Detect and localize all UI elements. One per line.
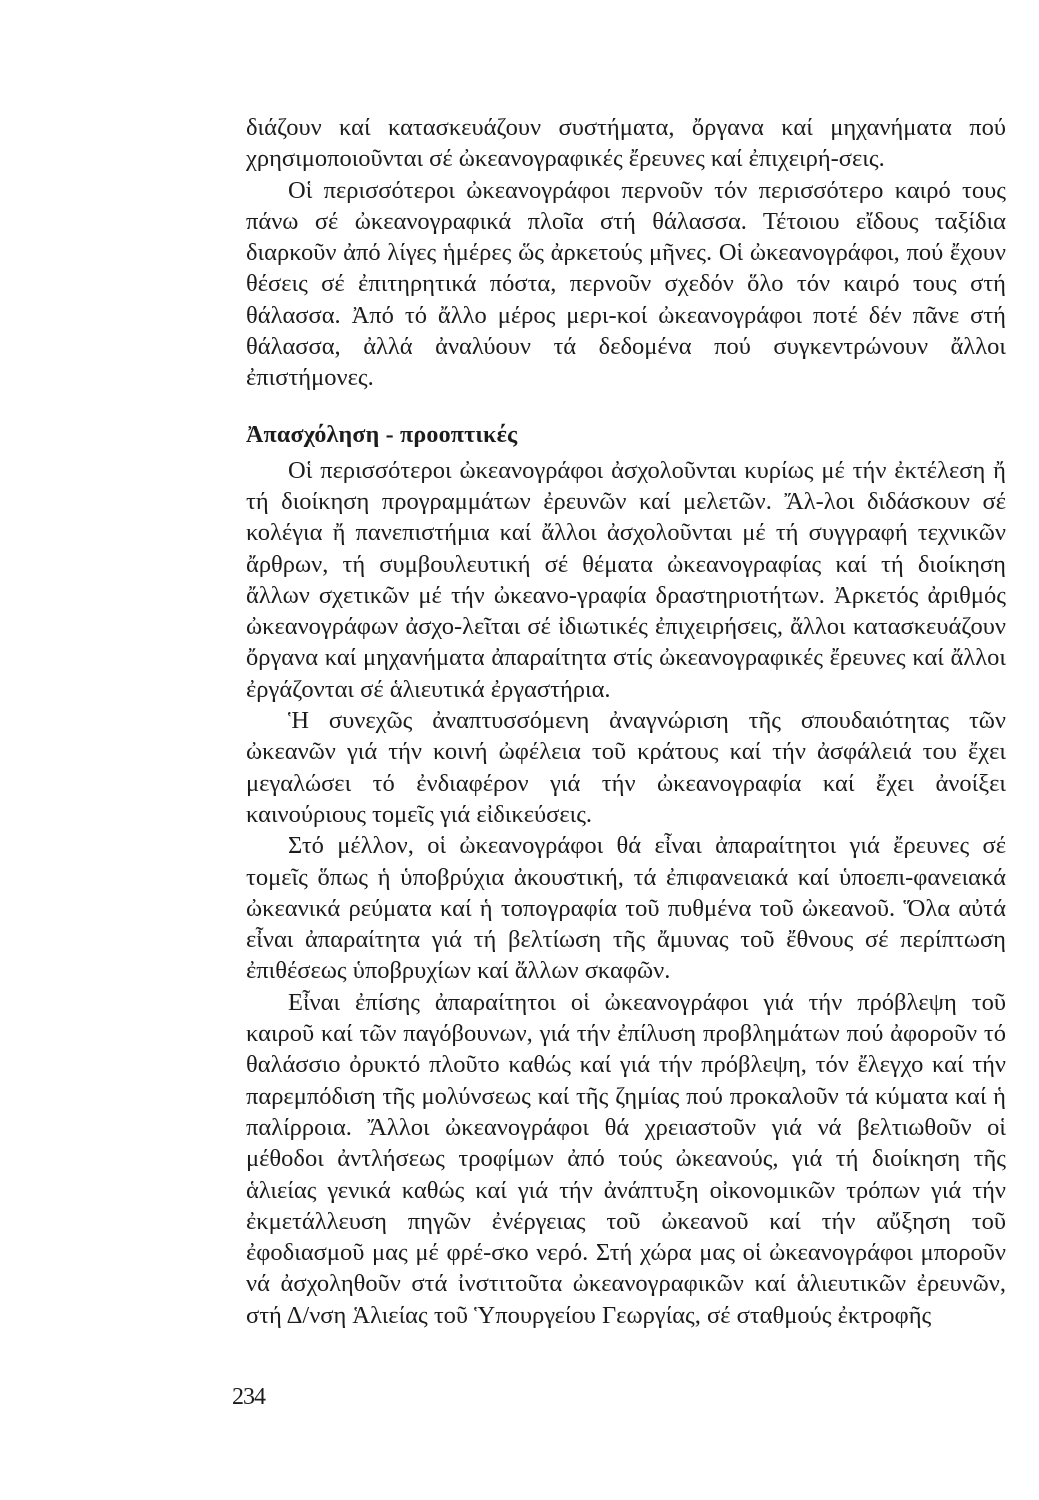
page-number: 234: [232, 1384, 265, 1410]
paragraph: Εἶναι ἐπίσης ἀπαραίτητοι οἱ ὠκεανογράφοι γιά τήν πρόβλεψη τοῦ καιροῦ καί τῶν παγόβουνων, γιά τήν ἐπίλυση προβλημάτων πού ἀφοροῦν τό θαλάσσιο ὀρυκτό πλοῦτο καθώς καί γιά τήν πρόβλεψη, τόν ἔλεγχο καί τήν παρεμπόδιση τῆς μολύνσεως καί τῆς ζημίας πού προκαλοῦν τά κύματα καί ἡ παλίρροια. Ἄλλοι ὠκεανογράφοι θά χρειαστοῦν γιά νά βελτιωθοῦν οἱ μέθοδοι ἀντλήσεως τροφίμων ἀπό τούς ὠκεανούς, γιά τή διοίκηση τῆς ἁλιείας γενικά καθώς καί γιά τήν ἀνάπτυξη οἰκονομικῶν τρόπων γιά τήν ἐκμετάλλευση πηγῶν ἐνέργειας τοῦ ὠκεανοῦ καί τήν αὔξηση τοῦ ἐφοδιασμοῦ μας μέ φρέ-σκο νερό. Στή χώρα μας οἱ ὠκεανογράφοι μποροῦν νά ἀσχοληθοῦν στά ἰνστιτοῦτα ὠκεανογραφικῶν καί ἁλιευτικῶν ἐρευνῶν, στή Δ/νση Ἁλιείας τοῦ Ὑπουργείου Γεωργίας, σέ σταθμούς ἐκτροφῆς: [246, 988, 1006, 1329]
paragraph: Ἡ συνεχῶς ἀναπτυσσόμενη ἀναγνώριση τῆς σπουδαιότητας τῶν ὠκεανῶν γιά τήν κοινή ὠφέλεια τοῦ κράτους καί τήν ἀσφάλειά του ἔχει μεγαλώσει τό ἐνδιαφέρον γιά τήν ὠκεανογραφία καί ἔχει ἀνοίξει καινούριους τομεῖς γιά εἰδικεύσεις.: [246, 707, 1006, 828]
paragraph: Οἱ περισσότεροι ὠκεανογράφοι ἀσχολοῦνται κυρίως μέ τήν ἐκτέλεση ἤ τή διοίκηση προγραμμάτων ἐρευνῶν καί μελετῶν. Ἄλ-λοι διδάσκουν σέ κολέγια ἤ πανεπιστήμια καί ἄλλοι ἀσχολοῦνται μέ τή συγγραφή τεχνικῶν ἄρθρων, τή συμβουλευτική σέ θέματα ὠκεανογραφίας καί τή διοίκηση ἄλλων σχετικῶν μέ τήν ὠκεανο-γραφία δραστηριοτήτων. Ἀρκετός ἀριθμός ὠκεανογράφων ἀσχο-λεῖται σέ ἰδιωτικές ἐπιχειρήσεις, ἄλλοι κατασκευάζουν ὄργανα καί μηχανήματα ἀπαραίτητα στίς ὠκεανογραφικές ἔρευνες καί ἄλλοι ἐργάζονται σέ ἁλιευτικά ἐργαστήρια.: [246, 456, 1006, 703]
text-column: [246, 112, 1006, 1331]
section-heading: Ἀπασχόληση - προοπτικές: [246, 421, 518, 448]
paragraph-continued: διάζουν καί κατασκευάζουν συστήματα, ὄργανα καί μηχανήματα πού χρησιμοποιοῦνται σέ ὠκεανογραφικές ἔρευνες καί ἐπιχειρή-σεις.: [246, 114, 1006, 173]
paragraph: Στό μέλλον, οἱ ὠκεανογράφοι θά εἶναι ἀπαραίτητοι γιά ἔρευνες σέ τομεῖς ὅπως ἡ ὑποβρύχια ἀκουστική, τά ἐπιφανειακά καί ὑποεπι-φανειακά ὠκεανικά ρεύματα καί ἡ τοπογραφία τοῦ πυθμένα τοῦ ὠκεανοῦ. Ὅλα αὐτά εἶναι ἀπαραίτητα γιά τή βελτίωση τῆς ἄμυνας τοῦ ἔθνους σέ περίπτωση ἐπιθέσεως ὑποβρυχίων καί ἄλλων σκαφῶν.: [246, 832, 1006, 985]
paragraph: Οἱ περισσότεροι ὠκεανογράφοι περνοῦν τόν περισσότερο καιρό τους πάνω σέ ὠκεανογραφικά πλοῖα στή θάλασσα. Τέτοιου εἴδους ταξίδια διαρκοῦν ἀπό λίγες ἡμέρες ὥς ἀρκετούς μῆνες. Οἱ ὠκεανογράφοι, πού ἔχουν θέσεις σέ ἐπιτηρητικά πόστα, περνοῦν σχεδόν ὅλο τόν καιρό τους στή θάλασσα. Ἀπό τό ἄλλο μέρος μερι-κοί ὠκεανογράφοι ποτέ δέν πᾶνε στή θάλασσα, ἀλλά ἀναλύουν τά δεδομένα πού συγκεντρώνουν ἄλλοι ἐπιστήμονες.: [246, 176, 1006, 392]
